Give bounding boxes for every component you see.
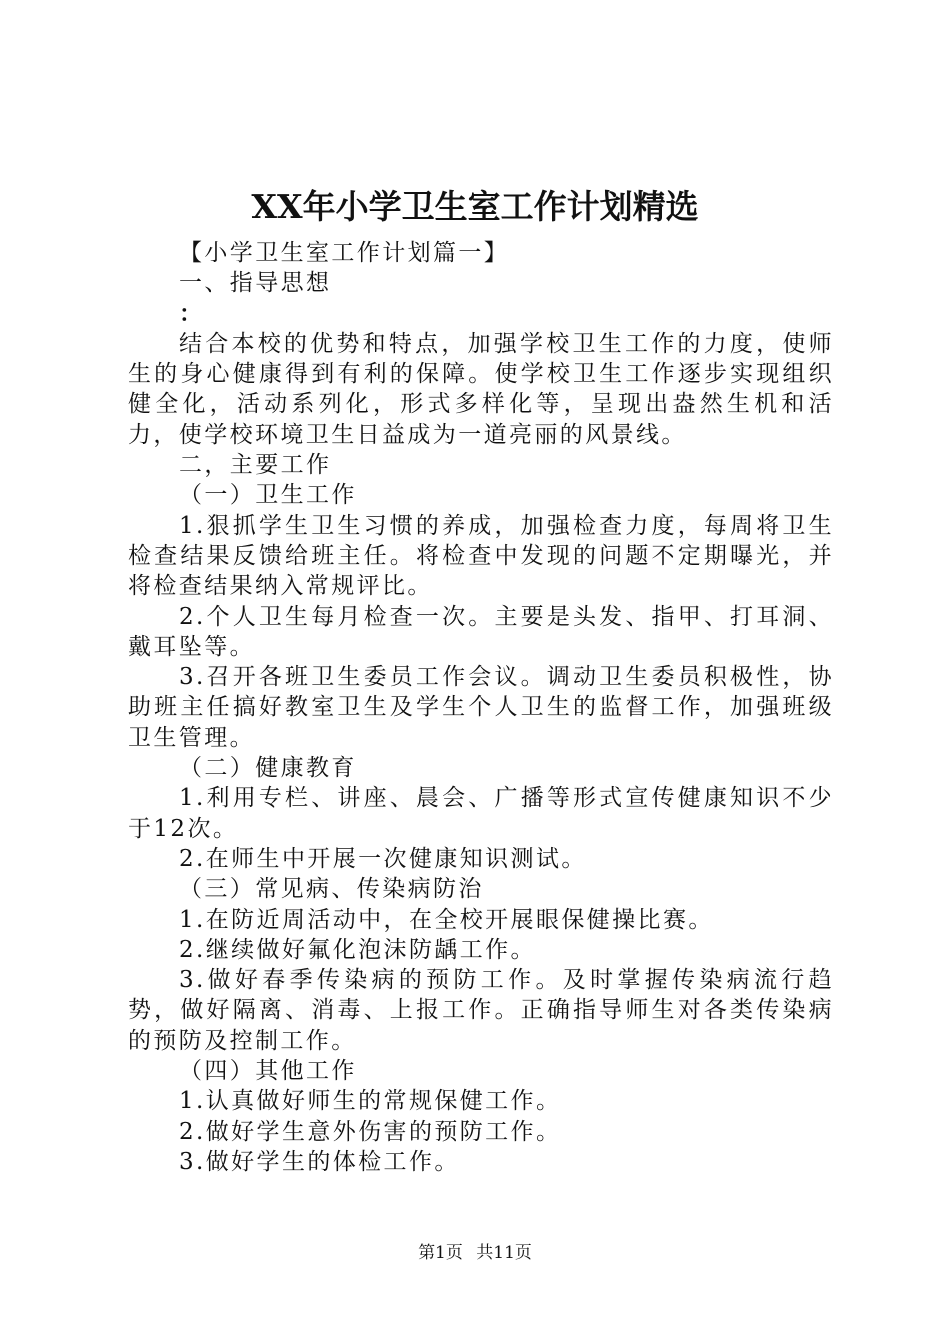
list-item: 1.在防近周活动中，在全校开展眼保健操比赛。	[179, 906, 714, 933]
list-item: 2.个人卫生每月检查一次。主要是头发、指甲、打耳洞、戴耳坠等。	[128, 603, 834, 660]
subheading-other-work: （四）其他工作	[179, 1058, 357, 1085]
page-footer	[0, 1241, 950, 1265]
list-item: 2.继续做好氟化泡沫防龋工作。	[179, 936, 536, 963]
page-total: 共11页	[476, 1243, 532, 1263]
document-title: XX年小学卫生室工作计划精选	[251, 187, 699, 226]
list-item: 3.做好春季传染病的预防工作。及时掌握传染病流行趋势，做好隔离、消毒、上报工作。正确指导师生对各类传染病的预防及控制工作。	[128, 967, 834, 1054]
subheading-health-education: （二）健康教育	[179, 755, 357, 782]
page-number: 第1页	[418, 1243, 463, 1263]
list-item: 3.召开各班卫生委员工作会议。调动卫生委员积极性，协助班主任搞好教室卫生及学生个人卫生的监督工作，加强班级卫生管理。	[128, 664, 834, 751]
paragraph-guiding-thought: 结合本校的优势和特点，加强学校卫生工作的力度，使师生的身心健康得到有利的保障。使学校卫生工作逐步实现组织健全化，活动系列化，形式多样化等，呈现出盎然生机和活力，使学校环境卫生日益成为一道亮丽的风景线。	[128, 330, 834, 448]
subheading-hygiene: （一）卫生工作	[179, 482, 357, 509]
list-item: 1.认真做好师生的常规保健工作。	[179, 1088, 562, 1115]
colon-line: ：	[179, 299, 205, 327]
document-body	[128, 238, 834, 1177]
list-item: 3.做好学生的体检工作。	[179, 1148, 460, 1175]
section-heading: 【小学卫生室工作计划篇一】	[179, 240, 510, 266]
heading-main-work: 二，主要工作	[179, 452, 332, 479]
heading-guiding-thought: 一、指导思想	[179, 270, 332, 297]
list-item: 1.狠抓学生卫生习惯的养成，加强检查力度，每周将卫生检查结果反馈给班主任。将检查中发现的问题不定期曝光，并将检查结果纳入常规评比。	[128, 512, 834, 600]
list-item: 2.在师生中开展一次健康知识测试。	[179, 845, 587, 872]
list-item: 1.利用专栏、讲座、晨会、广播等形式宣传健康知识不少于12次。	[128, 785, 834, 842]
subheading-disease-prevention: （三）常见病、传染病防治	[179, 876, 484, 903]
list-item: 2.做好学生意外伤害的预防工作。	[179, 1118, 562, 1145]
